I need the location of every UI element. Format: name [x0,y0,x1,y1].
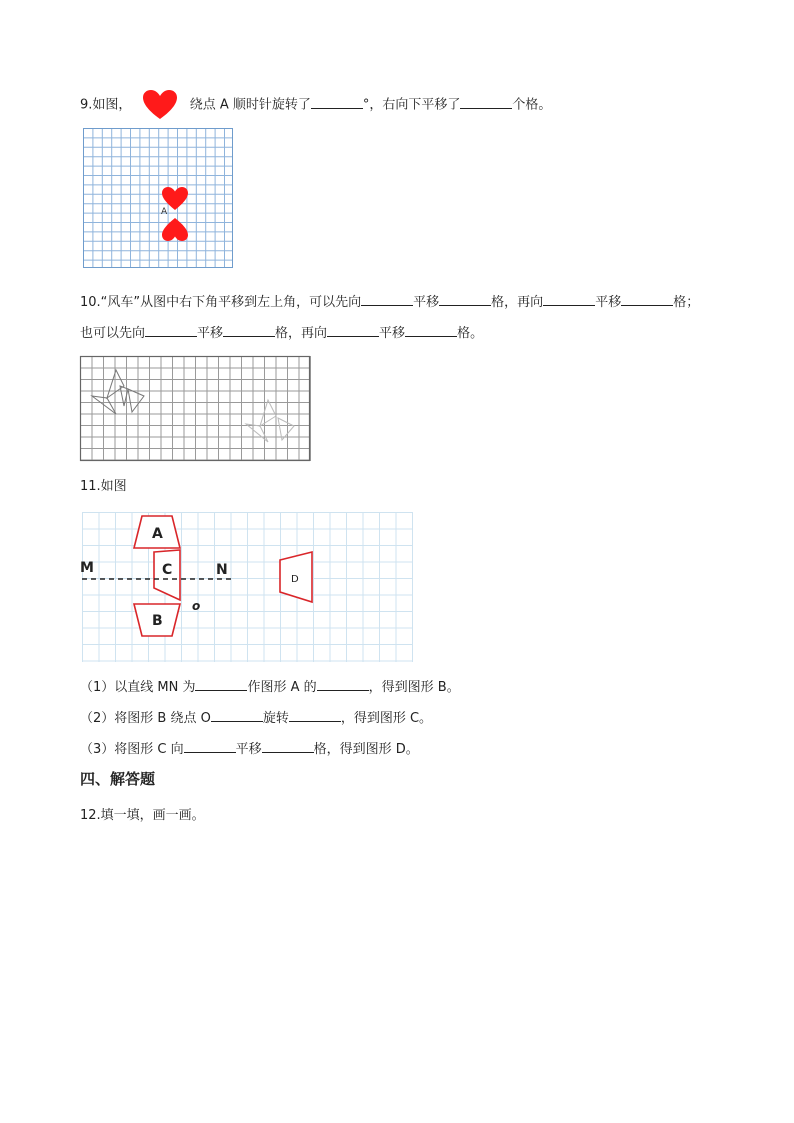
label-m: M [80,560,94,576]
q11-sub1-b: 作图形 A 的 [247,680,317,695]
shape-c-label: C [162,562,173,578]
pinwheel-upper-left-icon [92,370,144,414]
q10-line2 [80,322,483,343]
q9-text [80,89,551,121]
label-n: N [216,562,228,578]
q11-sub3-b: 平移 [235,742,262,757]
q10-line2-c: 格，再向 [275,326,328,341]
q9-part2: 绕点 A 顺时针旋转了 [189,97,311,113]
q11-sub2 [80,707,432,728]
q11-sub3 [80,738,419,759]
shape-a-label: A [152,526,163,542]
q10-line1 [80,291,699,312]
q11-sub3-c: 格，得到图形 D。 [313,742,419,757]
q9-blank-degrees[interactable] [311,94,363,109]
q9-part4: 个格。 [512,97,552,113]
q11-sub2-a: （2）将图形 B 绕点 O [80,711,211,726]
q10-line2-a: 也可以先向 [80,326,146,341]
q11-sub2-b: 旋转 [262,711,289,726]
q10-line2-e: 格。 [457,326,484,341]
q11-blank-1[interactable] [195,676,247,691]
q10-blank-6[interactable] [223,322,275,337]
q11-blank-2[interactable] [317,676,369,691]
q11-grid-figure [82,512,412,662]
q10-blank-4[interactable] [621,291,673,306]
point-o-label: o [192,599,201,613]
q11-blank-5[interactable] [184,738,236,753]
section-heading: 四、解答题 [80,770,156,788]
point-a-label: A [161,207,168,217]
q9-grid-figure [83,128,233,268]
q11-sub1 [80,676,460,697]
q11-blank-6[interactable] [262,738,314,753]
q11-sub1-a: （1）以直线 MN 为 [80,680,196,695]
q10-blank-7[interactable] [327,322,379,337]
q12-text: 12.填一填，画一画。 [80,808,205,823]
q10-line2-d: 平移 [379,326,406,341]
q9-part1: 如图， [92,97,132,113]
q9-number: 9. [80,97,93,113]
q10-blank-8[interactable] [405,322,457,337]
q10-line1-d: 平移 [595,295,622,310]
q10-line1-c: 格，再向 [491,295,544,310]
q10-blank-3[interactable] [543,291,595,306]
shape-d-label: D [291,574,299,585]
q11-blank-4[interactable] [289,707,341,722]
shape-b-label: B [152,613,163,629]
q11-blank-3[interactable] [211,707,263,722]
q9-part3: °，右向下平移了 [362,97,461,113]
q10-blank-2[interactable] [439,291,491,306]
heart-lower-icon [162,218,188,241]
q10-line1-a: 10.“风车”从图中右下角平移到左上角，可以先向 [80,295,362,310]
q10-line2-b: 平移 [197,326,224,341]
q10-blank-5[interactable] [145,322,197,337]
q9-blank-cells[interactable] [460,94,512,109]
q11-sub2-c: ，得到图形 C。 [340,711,433,726]
q11-title: 11.如图 [80,479,127,494]
q10-line1-b: 平移 [413,295,440,310]
q10-grid-figure [80,356,310,461]
q10-blank-1[interactable] [361,291,413,306]
heart-icon [142,89,178,121]
q11-sub3-a: （3）将图形 C 向 [80,742,184,757]
q11-sub1-c: ，得到图形 B。 [368,680,460,695]
q10-line1-e: 格； [673,295,700,310]
